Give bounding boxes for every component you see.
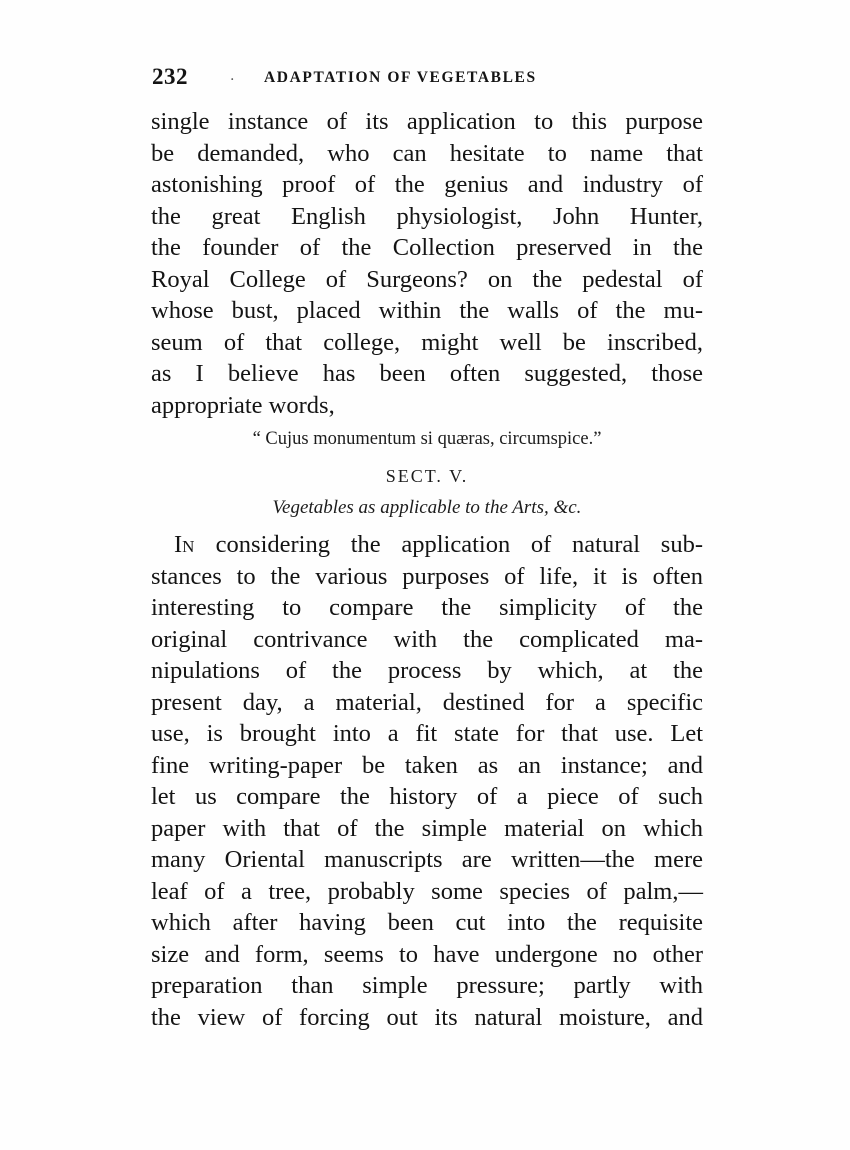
drop-initial: I <box>174 531 183 558</box>
text-line: paper with that of the simple material on which <box>151 814 703 842</box>
text-line: appropriate words, <box>151 391 335 419</box>
text-line: original contrivance with the complicated ma- <box>151 625 703 653</box>
text-line-first <box>151 529 703 561</box>
latin-quotation: “ Cujus monumentum si quæras, circumspice.” <box>252 429 602 449</box>
paragraph-1 <box>151 106 703 421</box>
text-line: the founder of the Collection preserved in the <box>151 234 703 261</box>
running-title: ADAPTATION OF VEGETABLES <box>264 69 537 86</box>
text-line: interesting to compare the simplicity of the <box>151 594 703 621</box>
text-line: preparation than simple pressure; partly with <box>151 972 703 999</box>
text-line: nipulations of the process by which, at the <box>151 657 703 684</box>
page-number: 232 <box>152 64 188 89</box>
text-line: leaf of a tree, probably some species of palm,— <box>151 877 703 905</box>
text-line: stances to the various purposes of life, it is often <box>151 562 703 590</box>
text-line: the view of forcing out its natural moisture, and <box>151 1003 703 1031</box>
text-line: present day, a material, destined for a specific <box>151 688 703 716</box>
text-line: many Oriental manuscripts are written—the mere <box>151 846 703 873</box>
text-line: astonishing proof of the genius and industry of <box>151 171 703 198</box>
section-heading: SECT. V. <box>385 466 469 486</box>
text-line: use, is brought into a fit state for that use. Let <box>151 720 703 747</box>
text-line: seum of that college, might well be inscribed, <box>151 328 703 356</box>
text-line: which after having been cut into the requisite <box>151 909 703 936</box>
text-line: whose bust, placed within the walls of the mu- <box>151 297 703 324</box>
header-separator: . <box>230 68 235 84</box>
text-line: size and form, seems to have undergone no other <box>151 940 703 968</box>
section-subtitle: Vegetables as applicable to the Arts, &c. <box>272 497 582 518</box>
text-line: as I believe has been often suggested, those <box>151 360 703 387</box>
small-caps-initial-rest: N <box>182 537 195 556</box>
text-line: be demanded, who can hesitate to name that <box>151 139 703 167</box>
text-line: let us compare the history of a piece of such <box>151 783 703 810</box>
page-header <box>152 64 702 92</box>
body-text <box>151 106 703 1033</box>
text-line: Royal College of Surgeons? on the pedestal of <box>151 265 703 293</box>
paragraph-2 <box>151 529 703 1033</box>
text-line: the great English physiologist, John Hunter, <box>151 202 703 230</box>
text-line: fine writing-paper be taken as an instance; and <box>151 751 703 779</box>
first-line-text: considering the application of natural sub- <box>194 531 703 558</box>
text-line: single instance of its application to this purpose <box>151 108 703 135</box>
